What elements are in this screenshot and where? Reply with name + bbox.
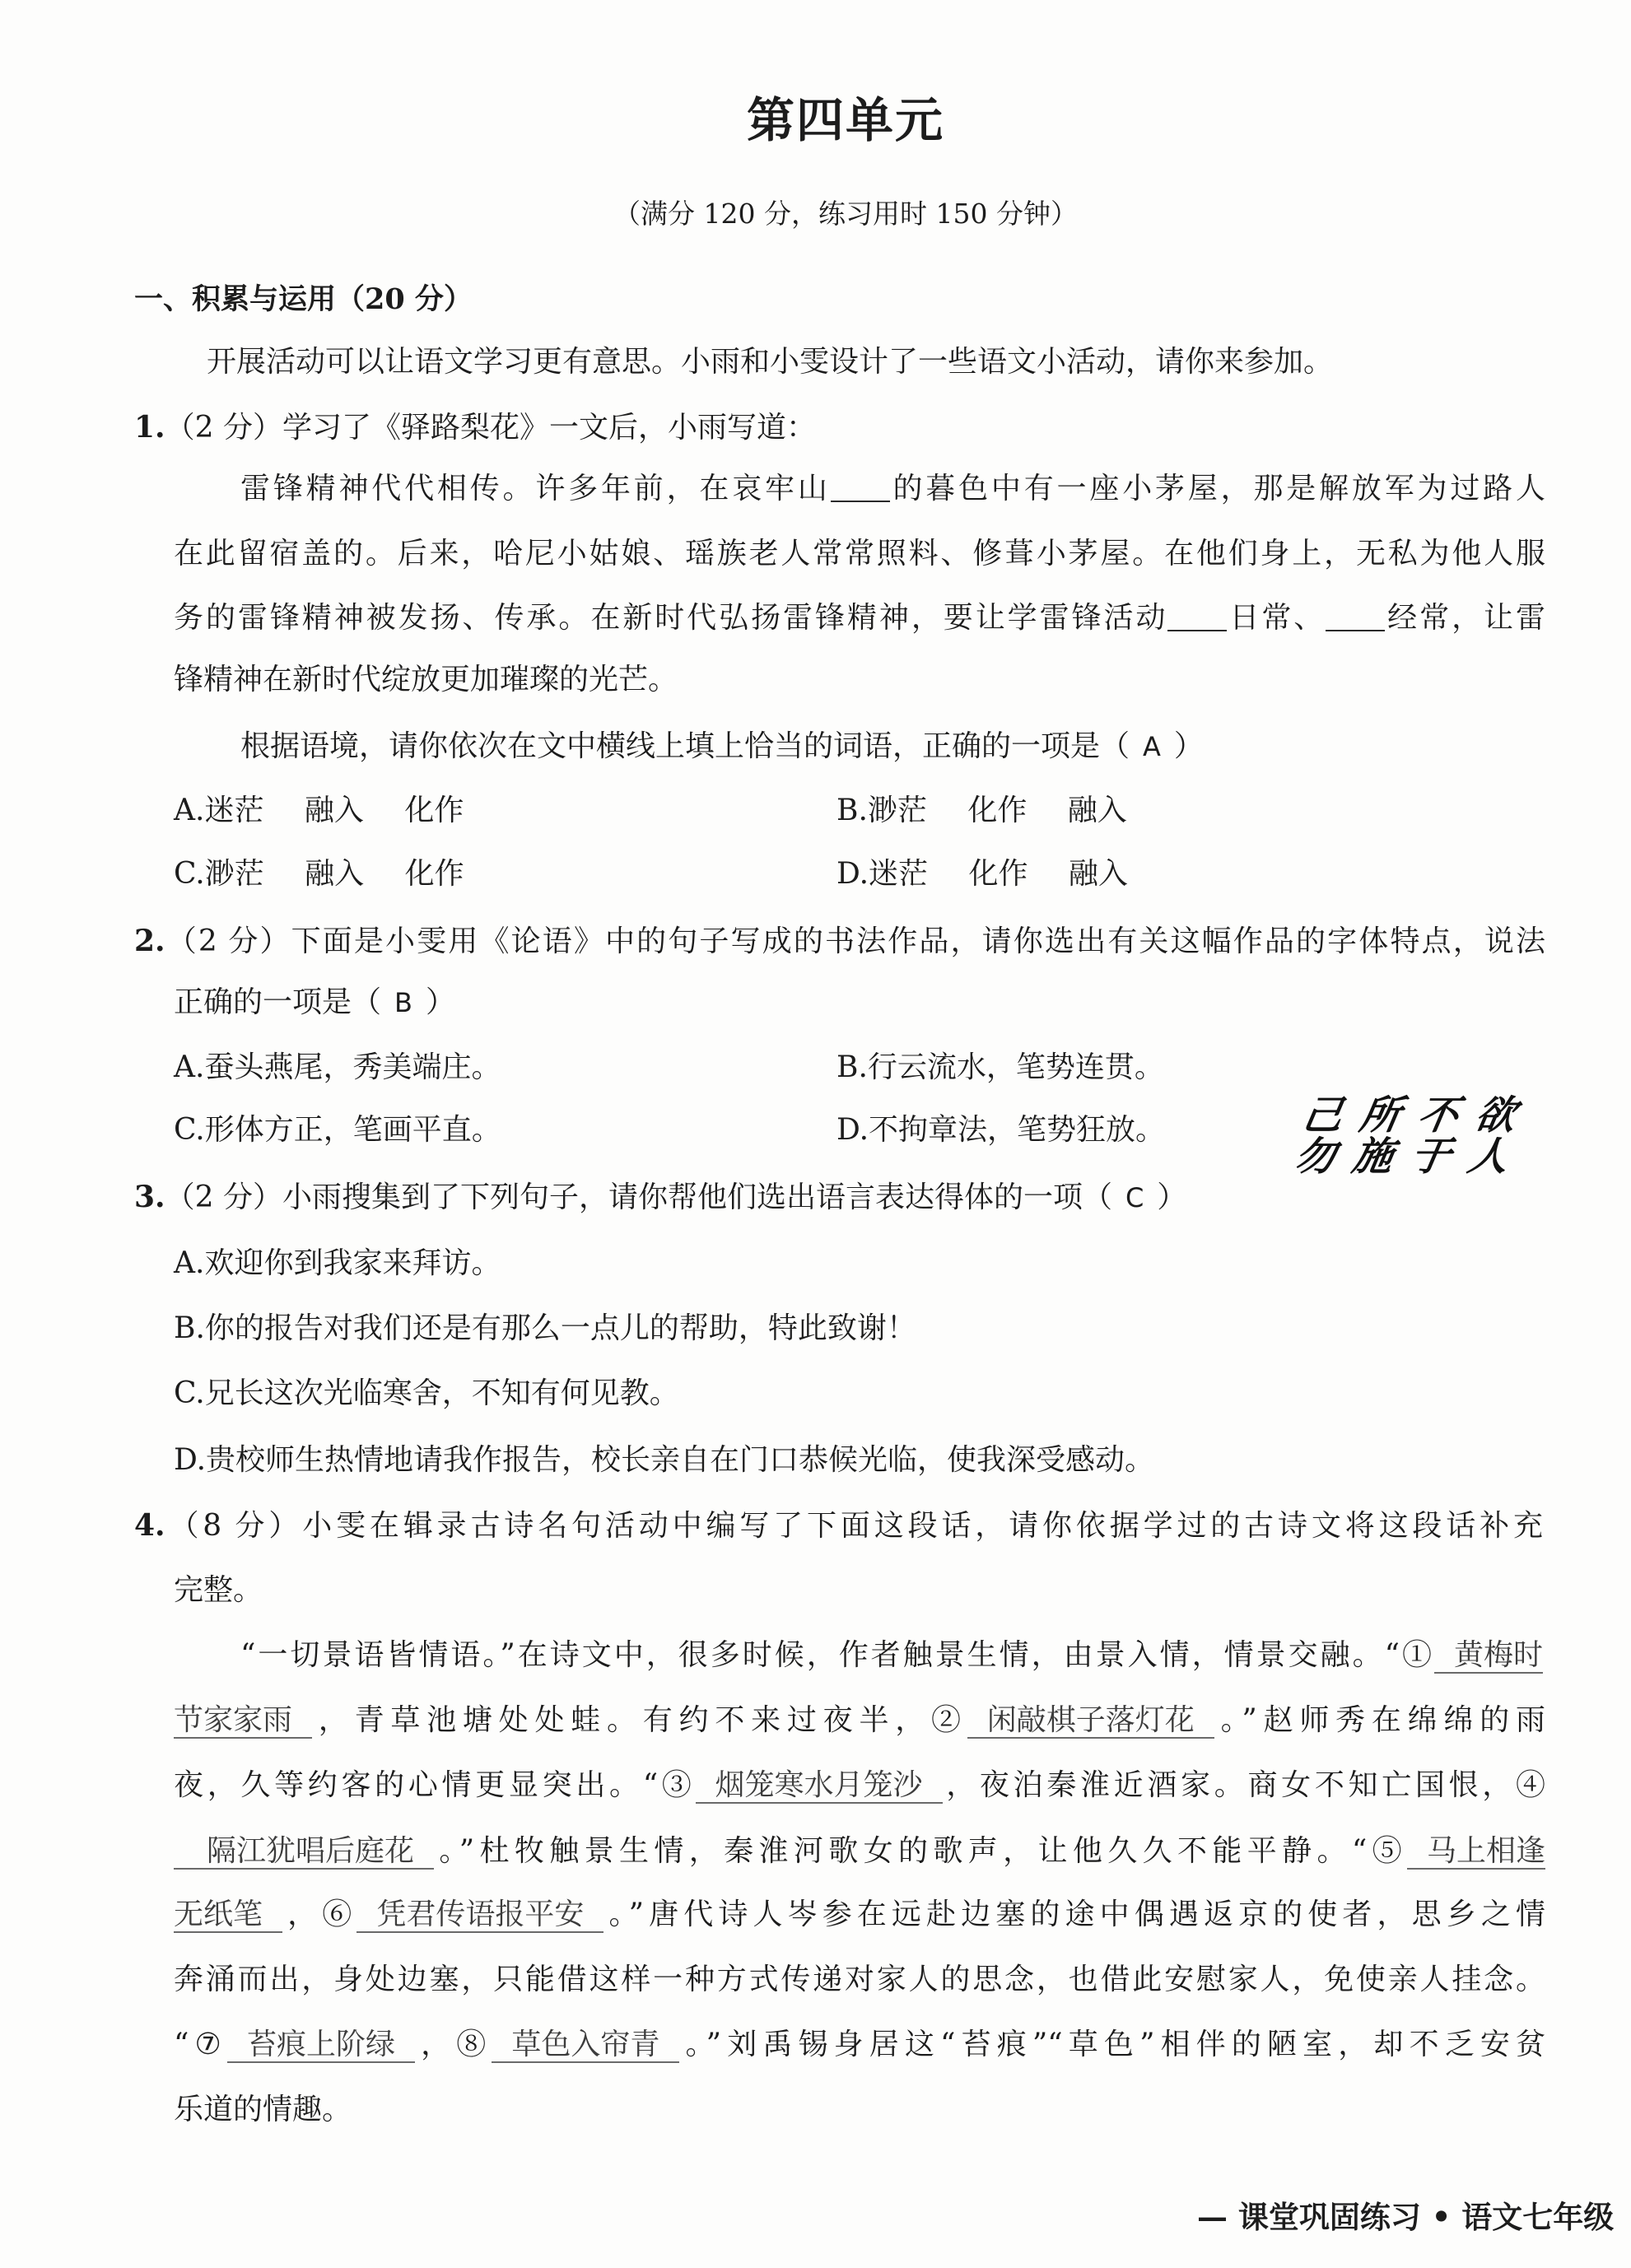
q4-passage-text: 夜，久等约客的心情更显突出。“③ bbox=[174, 1768, 696, 1802]
q1-passage-text: 的暮色中有一座小茅屋，那是解放军为过路人 bbox=[889, 472, 1545, 505]
q1-number: 1. bbox=[134, 410, 165, 445]
q1-blank bbox=[1167, 605, 1227, 631]
q4-passage-line bbox=[174, 2024, 1545, 2066]
calligraphy-line: 勿施于人 bbox=[1291, 1134, 1531, 1180]
q4-passage-line bbox=[174, 1893, 1545, 1936]
calligraphy-line: 己所不欲 bbox=[1298, 1092, 1538, 1139]
section-intro: 开展活动可以让语文学习更有意思。小雨和小雯设计了一些语文小活动，请你来参加。 bbox=[207, 345, 1334, 379]
q4-filled-answer: 闲敲棋子落灯花 bbox=[967, 1704, 1214, 1739]
q1-prompt-text: 根据语境，请你依次在文中横线上填上恰当的词语，正确的一项是（ bbox=[240, 729, 1130, 763]
q1-stem-text: （2 分）学习了《驿路梨花》一文后，小雨写道： bbox=[165, 411, 816, 445]
q3-stem-text: （2 分）小雨搜集到了下列句子，请你帮他们选出语言表达得体的一项（ bbox=[165, 1181, 1112, 1214]
q1-option-c: C.渺茫 融入 化作 bbox=[174, 857, 464, 891]
q4-stem-line-2: 完整。 bbox=[174, 1573, 263, 1607]
q1-blank bbox=[1326, 605, 1385, 631]
q1-passage-text: 日常、 bbox=[1227, 601, 1326, 635]
q2-stem-text: 正确的一项是（ bbox=[174, 985, 382, 1019]
q2-option-c: C.形体方正，笔画平直。 bbox=[174, 1113, 501, 1147]
q1-passage-text: 锋精神在新时代绽放更加璀璨的光芒。 bbox=[174, 663, 678, 696]
q4-passage-line bbox=[174, 1764, 1545, 1807]
q4-passage-line bbox=[174, 1958, 1545, 2001]
q1-passage-text: 经常，让雷 bbox=[1385, 601, 1545, 635]
q4-passage-text: 乐道的情趣。 bbox=[174, 2093, 352, 2126]
q2-number: 2. bbox=[134, 924, 165, 958]
q1-prompt-close: ） bbox=[1173, 729, 1204, 763]
q2-answer-letter: B bbox=[394, 987, 412, 1018]
q3-answer-letter: C bbox=[1125, 1182, 1144, 1213]
q4-passage-text: 。”唐代诗人岑参在远赴边塞的途中偶遇返京的使者，思乡之情 bbox=[603, 1898, 1545, 1931]
q4-filled-answer: 凭君传语报平安 bbox=[356, 1898, 603, 1933]
q3-option-d: D.贵校师生热情地请我作报告，校长亲自在门口恭候光临，使我深受感动。 bbox=[174, 1443, 1155, 1477]
q2-stem-close: ） bbox=[425, 985, 455, 1019]
q1-answer-letter: A bbox=[1143, 731, 1161, 762]
q4-passage-text: ，夜泊秦淮近酒家。商女不知亡国恨，④ bbox=[942, 1768, 1545, 1802]
q4-stem-line-1 bbox=[134, 1504, 1543, 1547]
q1-passage-text: 务的雷锋精神被发扬、传承。在新时代弘扬雷锋精神，要让学雷锋活动 bbox=[174, 601, 1168, 635]
q3-option-a: A.欢迎你到我家来拜访。 bbox=[174, 1246, 501, 1280]
q4-number: 4. bbox=[134, 1508, 165, 1543]
q1-option-a: A.迷茫 融入 化作 bbox=[174, 794, 464, 827]
q1-prompt bbox=[240, 725, 1204, 768]
q1-stem bbox=[134, 406, 816, 449]
page-footer: — 课堂巩固练习 • 语文七年级 bbox=[1197, 2199, 1615, 2235]
q4-stem-text: （8 分）小雯在辑录古诗名句活动中编写了下面这段话，请你依据学过的古诗文将这段话补充 bbox=[165, 1509, 1543, 1543]
q3-stem-close: ） bbox=[1157, 1181, 1187, 1214]
q2-option-a: A.蚕头燕尾，秀美端庄。 bbox=[174, 1050, 501, 1084]
page-subtitle: （满分 120 分，练习用时 150 分钟） bbox=[613, 198, 1078, 230]
q2-stem-line-2 bbox=[174, 981, 455, 1024]
q4-passage-text: ，⑥ bbox=[282, 1898, 357, 1931]
q2-option-d: D.不拘章法，笔势狂放。 bbox=[836, 1113, 1166, 1147]
q3-stem bbox=[134, 1176, 1186, 1218]
q2-option-b: B.行云流水，笔势连贯。 bbox=[836, 1050, 1164, 1084]
q4-passage-text: ，青草池塘处处蛙。有约不来过夜半，② bbox=[312, 1703, 967, 1737]
q4-passage-text: 。”杜牧触景生情，秦淮河歌女的歌声，让他久久不能平静。“⑤ bbox=[434, 1834, 1407, 1868]
page-title: 第四单元 bbox=[746, 92, 944, 148]
q1-passage-line bbox=[174, 533, 1545, 575]
q4-filled-answer: 隔江犹唱后庭花 bbox=[174, 1835, 434, 1870]
q4-filled-answer: 苔痕上阶绿 bbox=[227, 2028, 415, 2063]
q4-filled-answer: 烟笼寒水月笼沙 bbox=[696, 1769, 943, 1804]
q4-filled-answer: 无纸笔 bbox=[174, 1898, 282, 1933]
q2-stem-text: （2 分）下面是小雯用《论语》中的句子写成的书法作品，请你选出有关这幅作品的字体特点，说法 bbox=[165, 924, 1545, 958]
q1-passage-line bbox=[174, 597, 1545, 640]
q4-passage-line bbox=[240, 1634, 1543, 1677]
q4-passage-text: “⑦ bbox=[174, 2028, 227, 2061]
q3-number: 3. bbox=[134, 1180, 165, 1214]
q1-option-b: B.渺茫 化作 融入 bbox=[836, 794, 1127, 827]
q4-passage-line bbox=[174, 1699, 1545, 1742]
q4-filled-answer: 节家家雨 bbox=[174, 1704, 312, 1739]
section-heading: 一、积累与运用（20 分） bbox=[134, 282, 473, 316]
q4-passage-line bbox=[174, 1830, 1545, 1873]
q3-option-c: C.兄长这次光临寒舍，不知有何见教。 bbox=[174, 1376, 679, 1410]
q1-passage-text: 雷锋精神代代相传。许多年前，在哀牢山 bbox=[240, 472, 831, 505]
q4-passage-text: 奔涌而出，身处边塞，只能借这样一种方式传递对家人的思念，也借此安慰家人，免使亲人挂念。 bbox=[174, 1963, 1545, 1996]
calligraphy-artwork bbox=[1291, 1092, 1554, 1180]
q1-option-d: D.迷茫 化作 融入 bbox=[836, 857, 1128, 891]
q4-passage-text: ，⑧ bbox=[414, 2028, 492, 2061]
q4-passage-line bbox=[174, 2089, 352, 2131]
q2-stem-line-1 bbox=[134, 920, 1545, 962]
q1-blank bbox=[831, 476, 890, 502]
q1-passage-line bbox=[174, 659, 678, 701]
q4-passage-text: “一切景语皆情语。”在诗文中，很多时候，作者触景生情，由景入情，情景交融。“① bbox=[240, 1638, 1434, 1672]
q4-filled-answer: 黄梅时 bbox=[1434, 1639, 1543, 1674]
q4-filled-answer: 草色入帘青 bbox=[492, 2028, 679, 2063]
q4-filled-answer: 马上相逢 bbox=[1407, 1835, 1545, 1870]
q1-passage-line bbox=[240, 468, 1545, 510]
q4-passage-text: 。”刘禹锡身居这“苔痕”“草色”相伴的陋室，却不乏安贫 bbox=[679, 2028, 1545, 2061]
q3-option-b: B.你的报告对我们还是有那么一点儿的帮助，特此致谢！ bbox=[174, 1311, 916, 1345]
q4-passage-text: 。”赵师秀在绵绵的雨 bbox=[1214, 1703, 1545, 1737]
q1-passage-text: 在此留宿盖的。后来，哈尼小姑娘、瑶族老人常常照料、修葺小茅屋。在他们身上，无私为他人服 bbox=[174, 537, 1545, 570]
